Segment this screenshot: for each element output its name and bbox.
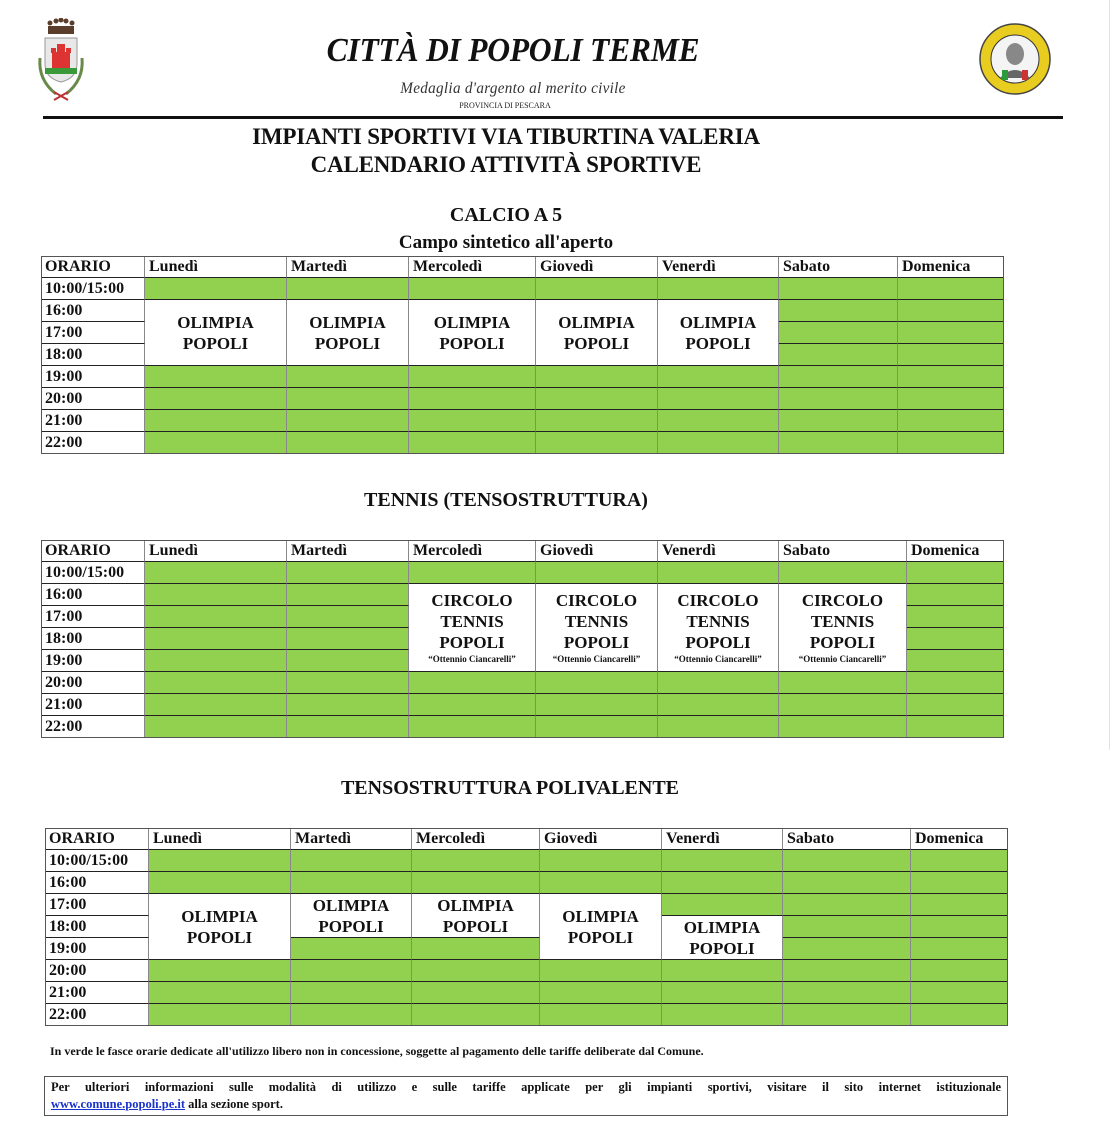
time-label: 20:00 — [41, 672, 145, 694]
free-slot — [662, 960, 783, 982]
free-slot — [898, 388, 1004, 410]
free-slot — [409, 388, 536, 410]
free-slot — [783, 916, 911, 938]
booking-label: OLIMPIA — [309, 312, 386, 332]
free-slot — [907, 562, 1004, 584]
free-slot — [149, 872, 291, 894]
free-slot — [145, 366, 287, 388]
column-header-domenica: Domenica — [907, 540, 1004, 562]
free-slot — [145, 606, 287, 628]
booking-label: POPOLI — [186, 927, 253, 947]
free-slot — [662, 982, 783, 1004]
page-edge — [1109, 0, 1110, 750]
free-slot — [911, 938, 1008, 960]
column-header-sabato: Sabato — [783, 828, 911, 850]
booking-label: POPOLI — [439, 333, 505, 353]
free-slot — [412, 938, 540, 960]
free-slot — [783, 872, 911, 894]
free-slot — [287, 432, 409, 454]
booking-label: CIRCOLO — [677, 591, 759, 610]
province-label: PROVINCIA DI PESCARA — [459, 101, 551, 110]
free-slot — [536, 410, 658, 432]
free-slot — [287, 278, 409, 300]
circular-seal-icon — [978, 22, 1052, 96]
free-slot — [662, 850, 783, 872]
booking-label: POPOLI — [439, 633, 505, 652]
time-label: 22:00 — [45, 1004, 149, 1026]
free-slot — [898, 366, 1004, 388]
free-slot — [287, 650, 409, 672]
free-slot — [536, 278, 658, 300]
free-slot — [540, 960, 662, 982]
booking-block — [536, 300, 658, 366]
booking-label: POPOLI — [563, 333, 630, 353]
booking-label: TENNIS — [686, 612, 750, 631]
free-slot — [779, 278, 898, 300]
booking-label: POPOLI — [685, 333, 751, 353]
info-text: Per ulteriori informazioni sulle modalità di utilizzo e sulle tariffe applicate per gli impianti sportivi, visitare il sito internet istituzionale — [51, 1080, 1001, 1094]
free-slot — [658, 366, 779, 388]
booking-label: OLIMPIA — [312, 895, 390, 915]
free-slot — [412, 1004, 540, 1026]
time-label: 18:00 — [41, 344, 145, 366]
free-slot — [907, 584, 1004, 606]
booking-block — [287, 300, 409, 366]
free-slot — [658, 432, 779, 454]
booking-label: POPOLI — [318, 916, 384, 936]
legend-note: In verde le fasce orarie dedicate all'utilizzo libero non in concessione, soggette al pagamento delle tariffe deliberate dal Comune. — [50, 1044, 704, 1058]
info-text-suffix: alla sezione sport. — [185, 1097, 283, 1111]
motto: Medaglia d'argento al merito civile — [400, 80, 626, 97]
free-slot — [409, 694, 536, 716]
free-slot — [911, 850, 1008, 872]
time-label: 10:00/15:00 — [41, 562, 145, 584]
free-slot — [412, 960, 540, 982]
booking-label: POPOLI — [314, 333, 381, 353]
free-slot — [907, 716, 1004, 738]
time-label: 22:00 — [41, 716, 145, 738]
column-header-mercoledi: Mercoledì — [412, 828, 540, 850]
free-slot — [658, 388, 779, 410]
booking-block — [149, 894, 291, 960]
time-label: 19:00 — [41, 366, 145, 388]
booking-label: OLIMPIA — [558, 312, 635, 332]
free-slot — [662, 894, 783, 916]
time-label: 21:00 — [41, 410, 145, 432]
column-header-venerdi: Venerdì — [658, 540, 779, 562]
free-slot — [779, 562, 907, 584]
free-slot — [783, 1004, 911, 1026]
free-slot — [911, 872, 1008, 894]
free-slot — [149, 850, 291, 872]
free-slot — [779, 672, 907, 694]
booking-label: TENNIS — [810, 612, 875, 631]
free-slot — [409, 562, 536, 584]
free-slot — [287, 694, 409, 716]
free-slot — [658, 562, 779, 584]
column-header-orario: ORARIO — [45, 828, 149, 850]
booking-label: OLIMPIA — [562, 906, 639, 926]
free-slot — [409, 716, 536, 738]
booking-note: “Ottennio Ciancarelli” — [428, 654, 516, 664]
free-slot — [540, 872, 662, 894]
free-slot — [907, 650, 1004, 672]
free-slot — [536, 694, 658, 716]
booking-note: “Ottennio Ciancarelli” — [798, 654, 887, 664]
booking-block — [536, 584, 658, 672]
free-slot — [409, 366, 536, 388]
column-header-lunedi: Lunedì — [149, 828, 291, 850]
column-header-lunedi: Lunedì — [145, 540, 287, 562]
free-slot — [536, 562, 658, 584]
free-slot — [291, 960, 412, 982]
free-slot — [145, 278, 287, 300]
booking-label: CIRCOLO — [431, 591, 513, 610]
booking-block — [658, 300, 779, 366]
time-label: 22:00 — [41, 432, 145, 454]
time-label: 16:00 — [41, 300, 145, 322]
booking-label: OLIMPIA — [679, 312, 757, 332]
free-slot — [409, 410, 536, 432]
time-label: 21:00 — [41, 694, 145, 716]
free-slot — [907, 628, 1004, 650]
column-header-martedi: Martedì — [291, 828, 412, 850]
free-slot — [149, 1004, 291, 1026]
free-slot — [149, 982, 291, 1004]
column-header-venerdi: Venerdì — [658, 256, 779, 278]
booking-block — [662, 916, 783, 960]
section-title-polivalente: TENSOSTRUTTURA POLIVALENTE — [340, 777, 680, 799]
column-header-giovedi: Giovedì — [540, 828, 662, 850]
booking-label: POPOLI — [563, 633, 630, 652]
free-slot — [779, 432, 898, 454]
column-header-domenica: Domenica — [898, 256, 1004, 278]
free-slot — [898, 432, 1004, 454]
free-slot — [911, 1004, 1008, 1026]
column-header-mercoledi: Mercoledì — [409, 540, 536, 562]
section-title-calcio: CALCIO A 5 — [449, 204, 563, 226]
document-title-line2: CALENDARIO ATTIVITÀ SPORTIVE — [310, 152, 702, 177]
booking-note: “Ottennio Ciancarelli” — [552, 654, 641, 664]
free-slot — [412, 872, 540, 894]
free-slot — [536, 716, 658, 738]
time-label: 10:00/15:00 — [45, 850, 149, 872]
free-slot — [783, 894, 911, 916]
free-slot — [145, 650, 287, 672]
free-slot — [287, 562, 409, 584]
free-slot — [898, 278, 1004, 300]
free-slot — [287, 628, 409, 650]
booking-label: OLIMPIA — [181, 906, 258, 926]
free-slot — [409, 672, 536, 694]
booking-note: “Ottennio Ciancarelli” — [674, 654, 762, 664]
free-slot — [779, 366, 898, 388]
free-slot — [658, 410, 779, 432]
booking-block — [412, 894, 540, 938]
booking-label: POPOLI — [182, 333, 249, 353]
free-slot — [779, 410, 898, 432]
free-slot — [149, 960, 291, 982]
free-slot — [536, 672, 658, 694]
free-slot — [907, 694, 1004, 716]
booking-block — [540, 894, 662, 960]
booking-block — [658, 584, 779, 672]
city-title: CITTÀ DI POPOLI TERME — [326, 32, 700, 69]
booking-label: TENNIS — [564, 612, 629, 631]
free-slot — [911, 960, 1008, 982]
free-slot — [536, 366, 658, 388]
website-link[interactable]: www.comune.popoli.pe.it — [51, 1097, 186, 1111]
free-slot — [779, 344, 898, 366]
column-header-lunedi: Lunedì — [145, 256, 287, 278]
free-slot — [658, 716, 779, 738]
free-slot — [658, 694, 779, 716]
free-slot — [287, 716, 409, 738]
booking-label: POPOLI — [809, 633, 876, 652]
free-slot — [540, 1004, 662, 1026]
column-header-domenica: Domenica — [911, 828, 1008, 850]
free-slot — [783, 982, 911, 1004]
column-header-giovedi: Giovedì — [536, 256, 658, 278]
column-header-venerdi: Venerdì — [662, 828, 783, 850]
column-header-martedi: Martedì — [287, 256, 409, 278]
free-slot — [911, 916, 1008, 938]
booking-label: POPOLI — [685, 633, 751, 652]
booking-block — [409, 584, 536, 672]
free-slot — [658, 278, 779, 300]
free-slot — [145, 694, 287, 716]
time-label: 16:00 — [41, 584, 145, 606]
free-slot — [145, 628, 287, 650]
free-slot — [540, 850, 662, 872]
free-slot — [409, 278, 536, 300]
free-slot — [783, 960, 911, 982]
schedule-table-tennis — [41, 540, 1004, 738]
column-header-orario: ORARIO — [41, 256, 145, 278]
free-slot — [658, 672, 779, 694]
free-slot — [412, 982, 540, 1004]
free-slot — [662, 1004, 783, 1026]
free-slot — [898, 410, 1004, 432]
column-header-orario: ORARIO — [41, 540, 145, 562]
municipal-crest-icon — [34, 18, 88, 102]
column-header-martedi: Martedì — [287, 540, 409, 562]
booking-label: CIRCOLO — [555, 591, 638, 610]
free-slot — [145, 562, 287, 584]
time-label: 20:00 — [45, 960, 149, 982]
time-label: 10:00/15:00 — [41, 278, 145, 300]
time-label: 19:00 — [45, 938, 149, 960]
booking-label: POPOLI — [442, 916, 509, 936]
booking-label: OLIMPIA — [437, 895, 514, 915]
free-slot — [291, 938, 412, 960]
free-slot — [779, 388, 898, 410]
free-slot — [536, 432, 658, 454]
free-slot — [662, 872, 783, 894]
booking-label: POPOLI — [689, 938, 755, 958]
free-slot — [145, 410, 287, 432]
booking-label: POPOLI — [567, 927, 634, 947]
free-slot — [536, 388, 658, 410]
time-label: 16:00 — [45, 872, 149, 894]
header-divider — [43, 116, 1063, 119]
free-slot — [783, 850, 911, 872]
free-slot — [291, 982, 412, 1004]
schedule-table-polivalente — [45, 828, 1008, 1026]
time-label: 18:00 — [41, 628, 145, 650]
free-slot — [291, 850, 412, 872]
booking-block — [145, 300, 287, 366]
free-slot — [409, 432, 536, 454]
time-label: 21:00 — [45, 982, 149, 1004]
time-label: 17:00 — [45, 894, 149, 916]
free-slot — [898, 300, 1004, 322]
time-label: 20:00 — [41, 388, 145, 410]
time-label: 18:00 — [45, 916, 149, 938]
booking-block — [409, 300, 536, 366]
free-slot — [540, 982, 662, 1004]
free-slot — [779, 300, 898, 322]
free-slot — [907, 606, 1004, 628]
time-label: 19:00 — [41, 650, 145, 672]
schedule-table-calcio — [41, 256, 1004, 454]
free-slot — [145, 388, 287, 410]
document-title-line1: IMPIANTI SPORTIVI VIA TIBURTINA VALERIA — [252, 124, 760, 149]
free-slot — [145, 672, 287, 694]
column-header-mercoledi: Mercoledì — [409, 256, 536, 278]
free-slot — [291, 872, 412, 894]
free-slot — [287, 606, 409, 628]
section-title-tennis: TENNIS (TENSOSTRUTTURA) — [364, 489, 648, 511]
column-header-giovedi: Giovedì — [536, 540, 658, 562]
booking-label: OLIMPIA — [177, 312, 254, 332]
free-slot — [779, 716, 907, 738]
free-slot — [412, 850, 540, 872]
free-slot — [907, 672, 1004, 694]
free-slot — [287, 388, 409, 410]
booking-label: OLIMPIA — [683, 917, 761, 937]
booking-block — [291, 894, 412, 938]
time-label: 17:00 — [41, 606, 145, 628]
free-slot — [145, 432, 287, 454]
free-slot — [779, 694, 907, 716]
free-slot — [291, 1004, 412, 1026]
free-slot — [145, 584, 287, 606]
free-slot — [145, 716, 287, 738]
free-slot — [287, 584, 409, 606]
free-slot — [783, 938, 911, 960]
free-slot — [287, 672, 409, 694]
booking-label: TENNIS — [440, 612, 504, 631]
section-subtitle-calcio: Campo sintetico all'aperto — [398, 232, 614, 253]
booking-label: CIRCOLO — [801, 591, 884, 610]
booking-block — [779, 584, 907, 672]
free-slot — [287, 366, 409, 388]
column-header-sabato: Sabato — [779, 256, 898, 278]
free-slot — [779, 322, 898, 344]
free-slot — [898, 344, 1004, 366]
free-slot — [911, 982, 1008, 1004]
free-slot — [287, 410, 409, 432]
column-header-sabato: Sabato — [779, 540, 907, 562]
free-slot — [898, 322, 1004, 344]
booking-label: OLIMPIA — [433, 312, 511, 332]
time-label: 17:00 — [41, 322, 145, 344]
info-box — [44, 1076, 1008, 1116]
free-slot — [911, 894, 1008, 916]
